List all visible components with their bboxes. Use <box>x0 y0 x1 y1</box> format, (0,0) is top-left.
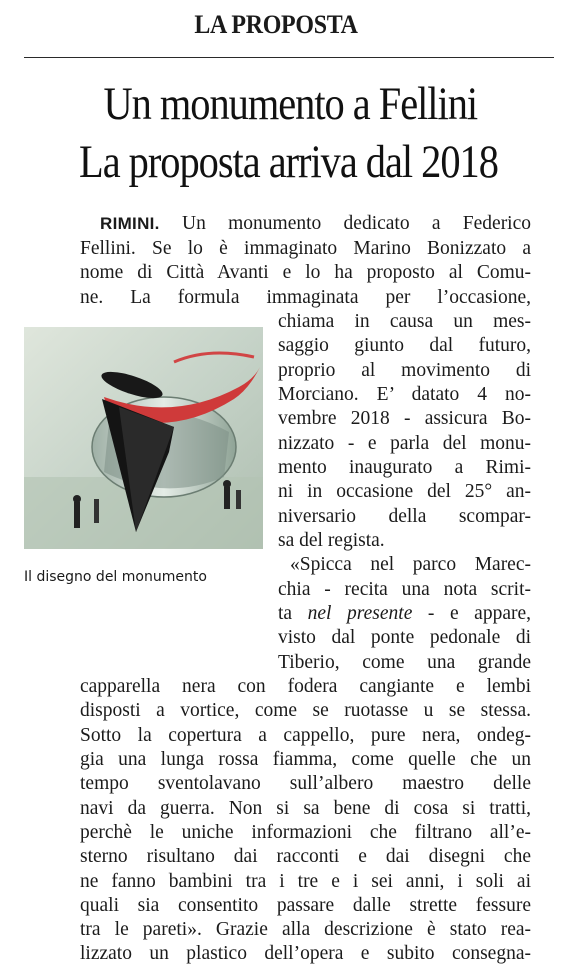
figure-left-head <box>73 495 81 503</box>
body-line: vembre 2018 - assicura Bo- <box>278 408 531 429</box>
body-line: sa del regista. <box>278 530 385 551</box>
photo-caption: Il disegno del monumento <box>24 569 207 585</box>
body-line: Fellini. Se lo è immaginato Marino Bonizzato a <box>80 238 531 259</box>
body-line: «Spicca nel parco Marec- <box>290 554 531 575</box>
body-line: gia una lunga rossa fiamma, come quelle che un <box>80 749 531 770</box>
monument-drawing <box>24 327 263 549</box>
body-line: nome di Città Avanti e lo ha proposto al Comu- <box>80 262 531 283</box>
body-line: chiama in causa un mes- <box>278 311 531 332</box>
body-line: ni in occasione del 25° an- <box>278 481 531 502</box>
body-line: Morciano. E’ datato 4 no- <box>278 384 531 405</box>
body-line: ne. La formula immaginata per l’occasione, <box>80 287 531 308</box>
body-line: saggio giunto dal futuro, <box>278 335 531 356</box>
body-line: capparella nera con fodera cangiante e lembi <box>80 676 531 697</box>
body-line: quali sia consentito passare dalle strette fessure <box>80 895 531 916</box>
headline-line-2: La proposta arriva dal 2018 <box>79 136 498 188</box>
body-line: disposti a vortice, come se ruotasse u se stessa. <box>80 700 531 721</box>
body-line: ne fanno bambini tra i tre e i sei anni, i soli ai <box>80 871 531 892</box>
body-line: proprio al movimento di <box>278 360 531 381</box>
body-line: lizzato un plastico dell’opera e subito consegna- <box>80 943 531 964</box>
body-line: navi da guerra. Non si sa bene di cosa si tratti, <box>80 798 531 819</box>
figure-right <box>224 487 230 509</box>
body-line: Sotto la copertura a cappello, pure nera, ondeg- <box>80 725 531 746</box>
body-line: mento inaugurato a Rimi- <box>278 457 531 478</box>
headline-line-1: Un monumento a Fellini <box>103 78 478 130</box>
body-line: chia - recita una nota scrit- <box>278 579 531 600</box>
body-line: ta nel presente - e appare, <box>278 603 532 624</box>
figure-right-2 <box>236 490 241 509</box>
figure-right-head <box>223 480 231 488</box>
body-line: sterno risultano dai racconti e dai disegni che <box>80 846 531 867</box>
body-line: niversario della scompar- <box>278 506 531 527</box>
body-line: perchè le uniche informazioni che filtrano all’e- <box>80 822 531 843</box>
body-line: Tiberio, come una grande <box>278 652 531 673</box>
body-line: nizzato - e parla del monu- <box>278 433 531 454</box>
monument-illustration <box>24 327 263 549</box>
body-line: RIMINI. Un monumento dedicato a Federico <box>100 213 532 234</box>
italic-phrase: nel presente <box>307 603 413 624</box>
body-line: visto dal ponte pedonale di <box>278 627 531 648</box>
body-line: tra le pareti». Grazie alla descrizione è stato rea- <box>80 919 531 940</box>
section-rule <box>24 57 554 58</box>
dateline: RIMINI. <box>100 214 160 233</box>
section-title: LA PROPOSTA <box>194 10 358 39</box>
figure-middle <box>94 499 99 523</box>
body-line: tempo sventolavano sull’albero maestro delle <box>80 773 531 794</box>
figure-left <box>74 502 80 528</box>
